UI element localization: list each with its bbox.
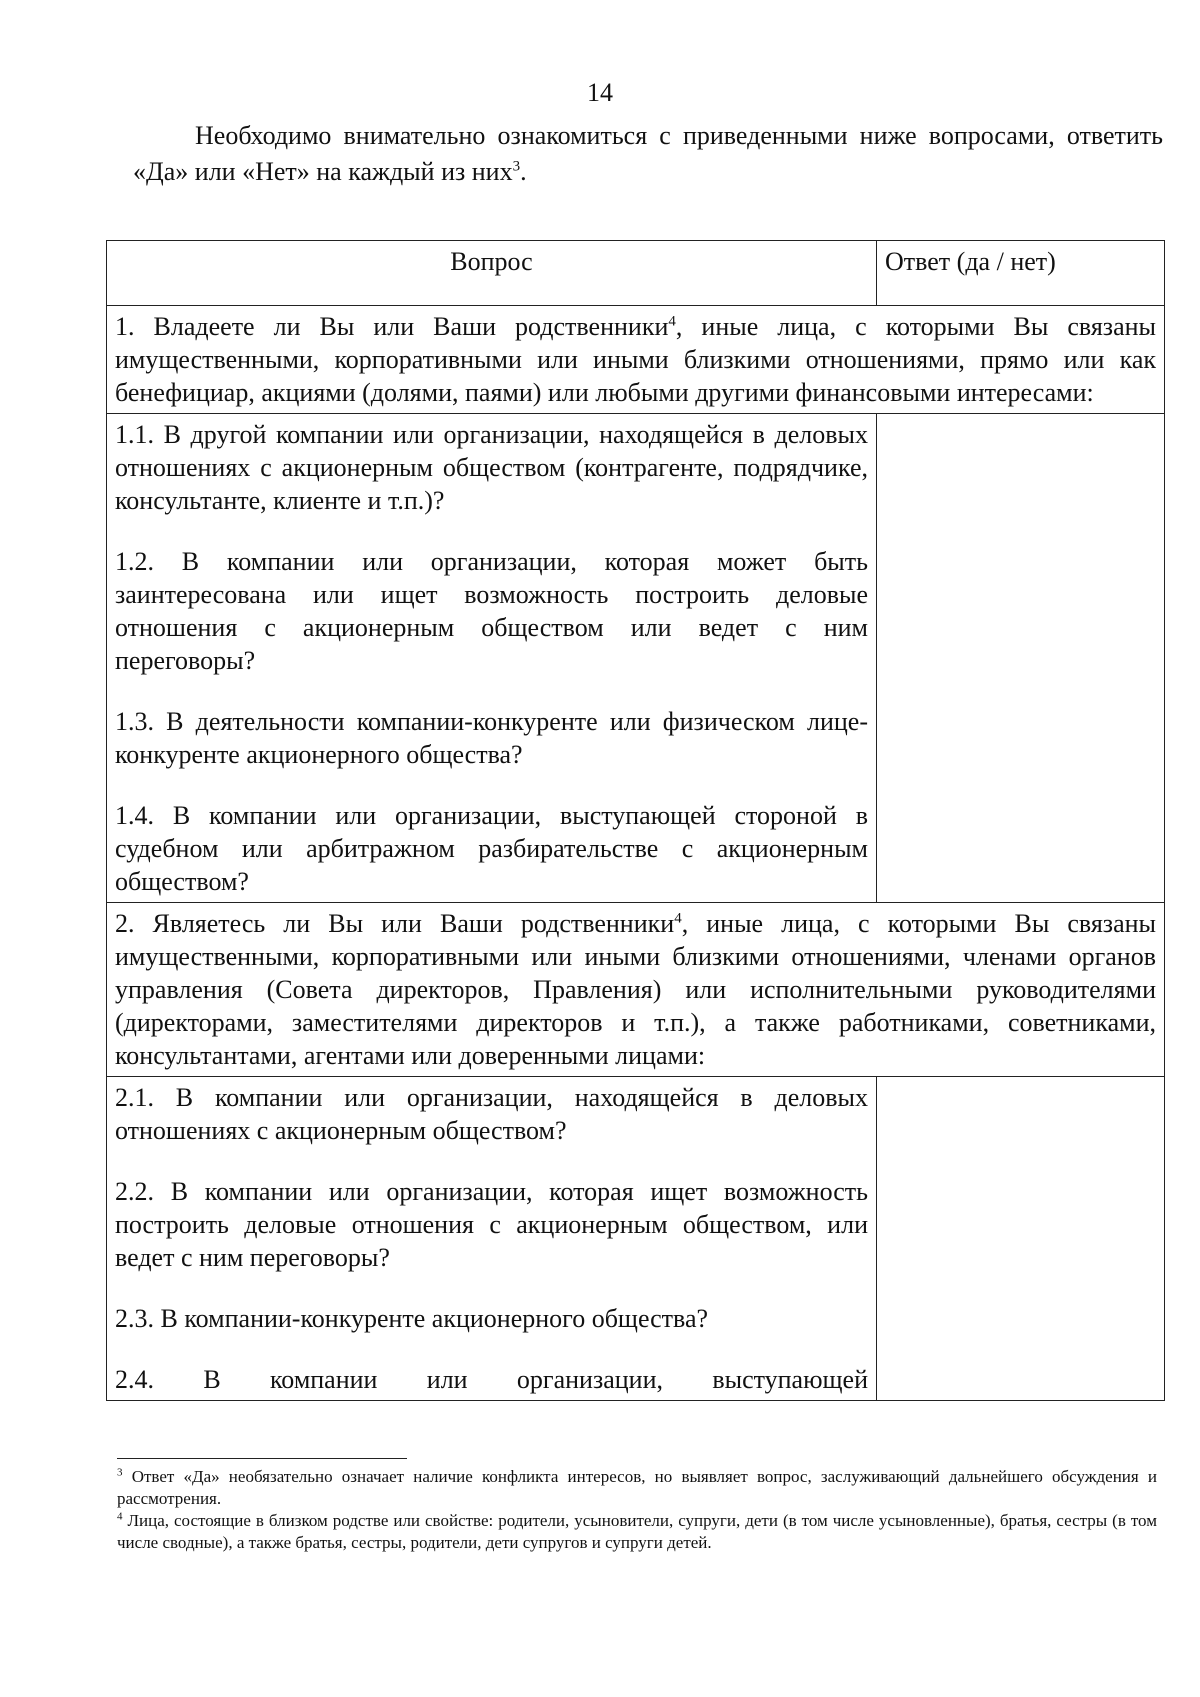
section-1-items-row bbox=[107, 414, 1165, 903]
question-2-4-text: 2.4. В компании или организации, выступающей bbox=[115, 1365, 868, 1394]
question-1-3: 1.3. В деятельности компании-конкуренте или физическом лице-конкуренте акционерного общества? bbox=[115, 707, 868, 769]
footnote-3 bbox=[117, 1466, 1157, 1510]
footnote-4-mark: 4 bbox=[117, 1510, 123, 1523]
footnote-3-text: Ответ «Да» необязательно означает наличие конфликта интересов, но выявляет вопрос, заслуживающий дальнейшего обсуждения и рассмотрения. bbox=[117, 1467, 1157, 1508]
section-1-items bbox=[107, 414, 877, 903]
section-1-question bbox=[107, 306, 1165, 414]
question-1-1: 1.1. В другой компании или организации, находящейся в деловых отношениях с акционерным обществом (контрагенте, подрядчике, консультанте, клиенте и т.п.)? bbox=[115, 420, 868, 515]
intro-paragraph bbox=[133, 118, 1163, 190]
section-2-items bbox=[107, 1077, 877, 1401]
question-2-1: 2.1. В компании или организации, находящейся в деловых отношениях с акционерным обществом? bbox=[115, 1083, 868, 1145]
section-1-footnote-mark: 4 bbox=[668, 313, 676, 330]
section-1-rest: , иные лица, с которыми Вы связаны имущественными, корпоративными или иными близкими отношениями, прямо или как бенефициар, акциями (долями, паями) или любыми другими финансовыми интересами: bbox=[115, 312, 1156, 407]
header-question: Вопрос bbox=[107, 241, 877, 306]
intro-text: Необходимо внимательно ознакомиться с приведенными ниже вопросами, ответить «Да» или «Нет» на каждый из них bbox=[133, 121, 1163, 186]
footnote-3-mark: 3 bbox=[117, 1466, 123, 1479]
footnotes bbox=[117, 1466, 1157, 1554]
footnote-separator bbox=[117, 1458, 407, 1459]
footnote-4-text: Лица, состоящие в близком родстве или свойстве: родители, усыновители, супруги, дети (в том числе усыновленные), братья, сестры (в том числе сводные), а также братья, сестры, родители, дети супругов и супруги детей. bbox=[117, 1511, 1157, 1552]
questions-table bbox=[106, 240, 1165, 1401]
section-1-lead: 1. Владеете ли Вы или Ваши родственники bbox=[115, 312, 669, 341]
section-2-items-row bbox=[107, 1077, 1165, 1401]
answer-cell-1[interactable] bbox=[877, 414, 1165, 903]
section-2-footnote-mark: 4 bbox=[674, 910, 682, 927]
question-2-2: 2.2. В компании или организации, которая ищет возможность построить деловые отношения с акционерным обществом, или ведет с ним переговоры? bbox=[115, 1177, 868, 1272]
question-1-2: 1.2. В компании или организации, которая может быть заинтересована или ищет возможность построить деловые отношения с акционерным обществом или ведет с ним переговоры? bbox=[115, 547, 868, 675]
table-header-row bbox=[107, 241, 1165, 306]
section-2-question bbox=[107, 903, 1165, 1077]
page-number: 14 bbox=[587, 78, 613, 107]
answer-cell-2[interactable] bbox=[877, 1077, 1165, 1401]
section-1-row bbox=[107, 306, 1165, 414]
section-2-row bbox=[107, 903, 1165, 1077]
question-2-3: 2.3. В компании-конкуренте акционерного общества? bbox=[115, 1304, 709, 1333]
section-2-lead: 2. Являетесь ли Вы или Ваши родственники bbox=[115, 909, 675, 938]
intro-end: . bbox=[520, 157, 527, 186]
question-2-4 bbox=[115, 1363, 868, 1396]
section-2-rest: , иные лица, с которыми Вы связаны имущественными, корпоративными или иными близкими отношениями, членами органов управления (Совета директоров, Правления) или исполнительными руководителями (директорами, заместителями директоров и т.п.), а также работниками, советниками, консультантами, агентами или доверенными лицами: bbox=[115, 909, 1156, 1070]
question-1-4: 1.4. В компании или организации, выступающей стороной в судебном или арбитражном разбирательстве с акционерным обществом? bbox=[115, 801, 868, 896]
intro-footnote-mark: 3 bbox=[512, 158, 521, 175]
footnote-4 bbox=[117, 1510, 1157, 1554]
header-answer: Ответ (да / нет) bbox=[877, 241, 1165, 306]
